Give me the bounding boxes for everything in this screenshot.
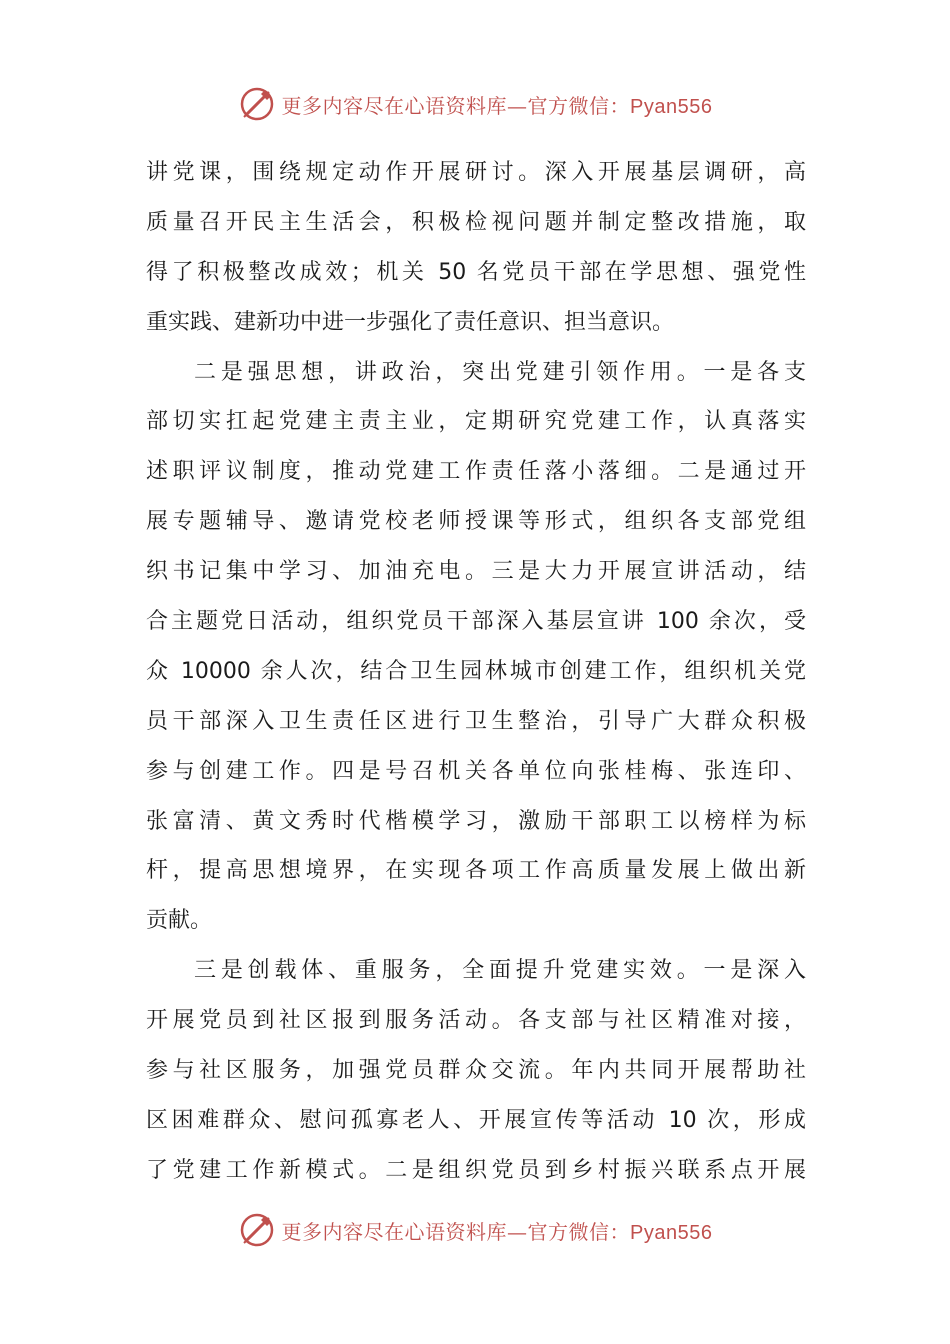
- pen-circle-logo-icon: [238, 85, 276, 123]
- text-line: 展专题辅导、邀请党校老师授课等形式，组织各支部党组: [146, 509, 806, 535]
- banner-dash: —: [507, 93, 528, 118]
- text-line: 部切实扛起党建主责主业，定期研究党建工作，认真落实: [146, 409, 806, 435]
- footer-banner: [0, 1210, 950, 1250]
- text-line: 员干部深入卫生责任区进行卫生整治，引导广大群众积极: [146, 708, 806, 734]
- text-line: 讲党课，围绕规定动作开展研讨。深入开展基层调研，高: [146, 160, 806, 185]
- banner-wechat-label: 官方微信：: [527, 1219, 631, 1244]
- text-line: 开展党员到社区报到服务活动。各支部与社区精准对接，: [146, 1008, 806, 1034]
- text-line: 了党建工作新模式。二是组织党员到乡村振兴联系点开展: [146, 1157, 806, 1183]
- header-banner: [0, 84, 950, 124]
- banner-wechat-id: Pyan556: [630, 1221, 713, 1244]
- text-line: 杆，提高思想境界，在实现各项工作高质量发展上做出新: [146, 858, 806, 884]
- text-line: 述职评议制度，推动党建工作责任落小落细。二是通过开: [146, 459, 806, 485]
- banner-wechat-id: Pyan556: [630, 95, 713, 118]
- text-line: 众 10000 余人次，结合卫生园林城市创建工作，组织机关党: [146, 658, 806, 684]
- text-line: 二是强思想，讲政治，突出党建引领作用。一是各支: [194, 359, 806, 385]
- text-line: 参与社区服务，加强党员群众交流。年内共同开展帮助社: [146, 1058, 806, 1084]
- text-line: 重实践、建新功中进一步强化了责任意识、担当意识。: [146, 309, 675, 335]
- text-line: 质量召开民主生活会，积极检视问题并制定整改措施，取: [146, 209, 806, 235]
- text-line: 贡献。: [146, 908, 213, 934]
- text-line: 织书记集中学习、加油充电。三是大力开展宣讲活动，结: [146, 559, 806, 585]
- pen-circle-logo-icon: [238, 1211, 276, 1249]
- banner-text: [282, 90, 713, 119]
- text-line: 区困难群众、慰问孤寡老人、开展宣传等活动 10 次，形成: [146, 1107, 806, 1133]
- banner-wechat-label: 官方微信：: [527, 93, 631, 118]
- banner-dash: —: [507, 1219, 528, 1244]
- document-body: [146, 148, 806, 1196]
- text-line: 得了积极整改成效；机关 50 名党员干部在学思想、强党性: [146, 259, 806, 285]
- banner-text: [282, 1216, 713, 1245]
- banner-site-text: 更多内容尽在心语资料库: [281, 93, 508, 118]
- banner-site-text: 更多内容尽在心语资料库: [281, 1219, 508, 1244]
- text-line: 合主题党日活动，组织党员干部深入基层宣讲 100 余次，受: [146, 609, 806, 635]
- text-line: 三是创载体、重服务，全面提升党建实效。一是深入: [194, 958, 806, 984]
- text-line: 张富清、黄文秀时代楷模学习，激励干部职工以榜样为标: [146, 808, 806, 834]
- text-line: 参与创建工作。四是号召机关各单位向张桂梅、张连印、: [146, 758, 806, 784]
